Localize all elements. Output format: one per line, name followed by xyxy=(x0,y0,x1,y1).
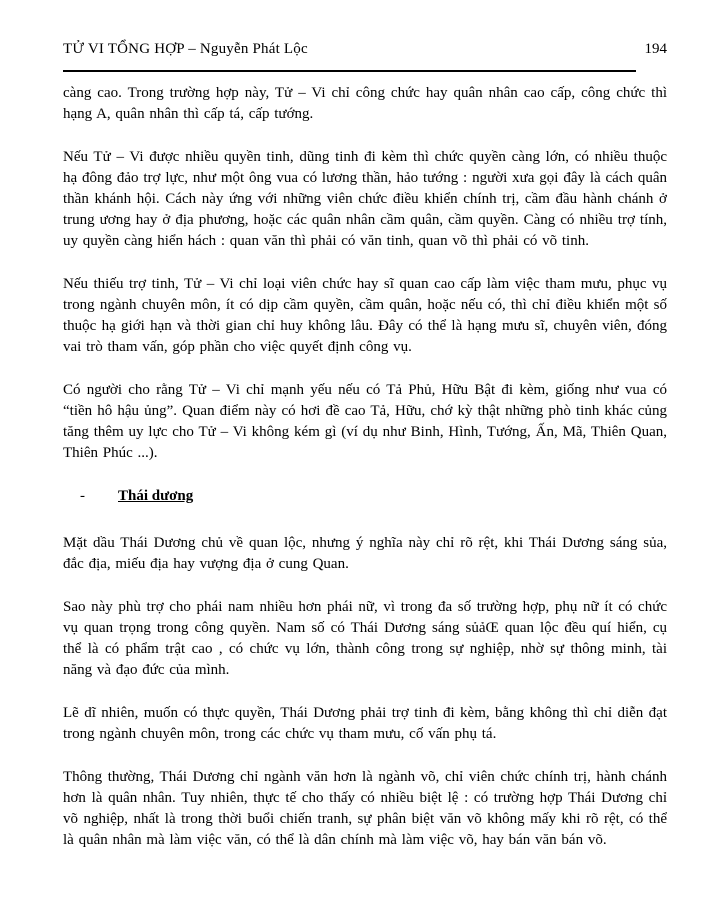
paragraph-thai-duong-thuc-quyen: Lẽ dĩ nhiên, muốn có thực quyền, Thái Dương phải trợ tinh đi kèm, bằng không thì chỉ diễn đạt trong ngành chuyên môn, trong các chức vụ tham mưu, cố vấn phụ tá. xyxy=(63,705,667,742)
page-header xyxy=(63,40,667,59)
paragraph-continuation-tu-vi-rank: càng cao. Trong trường hợp này, Tử – Vi chỉ công chức hay quân nhân cao cấp, công chức thì hạng A, quân nhân thì cấp tá, cấp tướng. xyxy=(63,85,667,122)
heading-bullet-dash: - xyxy=(80,488,85,504)
paragraph-tu-vi-quyen-tinh: Nếu Tử – Vi được nhiều quyền tinh, dũng tinh đi kèm thì chức quyền càng lớn, có nhiều thuộc hạ đông đảo trợ lực, như một ông vua có lương thần, hảo tướng : người xưa gọi đây là cách quân thần khánh hội. Cách này ứng với những viên chức điều khiển chính trị, cầm đầu hành chánh ở trung ương hay ở địa phương, hoặc các quân nhân cầm quân, cầm quyền. Càng có nhiều trợ tính, uy quyền càng hiển hách : quan văn thì phải có văn tinh, quan võ thì phải có võ tinh. xyxy=(63,149,667,249)
heading-label: Thái dương xyxy=(118,488,194,504)
page-number: 194 xyxy=(644,41,667,57)
paragraph-thai-duong-phai-nam: Sao này phù trợ cho phái nam nhiều hơn phái nữ, vì trong đa số trường hợp, phụ nữ ít có chức vụ quan trọng trong công quyền. Nam số có Thái Dương sáng sủảŒ quan lộc đều quí hiển, cụ thể là có phẩm trật cao , có chức vụ lớn, thành công trong sự nghiệp, nhờ sự thông minh, tài năng và đạo đức của mình. xyxy=(63,599,667,678)
section-heading-thai-duong xyxy=(63,486,667,507)
book-title-header: TỬ VI TỔNG HỢP – Nguyễn Phát Lộc xyxy=(63,41,308,57)
paragraph-tu-vi-thieu-tro-tinh: Nếu thiếu trợ tinh, Tử – Vi chỉ loại viên chức hay sĩ quan cao cấp làm việc tham mưu, phục vụ trong ngành chuyên môn, ít có dịp cầm quyền, cầm quân, hoặc nếu có, thì chỉ điều khiển một số thuộc hạ giới hạn và thời gian chỉ huy không lâu. Đây có thể là hạng mưu sĩ, chuyên viên, đóng vai trò tham vấn, góp phần cho việc quyết định công vụ. xyxy=(63,276,667,355)
paragraph-thai-duong-van-vo: Thông thường, Thái Dương chỉ ngành văn hơn là ngành võ, chỉ viên chức chính trị, hành chánh hơn là quân nhân. Tuy nhiên, thực tế cho thấy có nhiều biệt lệ : có trường hợp Thái Dương chỉ võ nghiệp, nhất là trong thời buổi chiến tranh, sự phân biệt văn võ không mấy khi rõ rệt, có thể là quân nhân mà làm việc văn, có thể là dân chính mà làm việc võ, hay bán văn bán võ. xyxy=(63,769,667,848)
header-divider-rule xyxy=(63,70,636,72)
paragraph-tu-vi-ta-phu-huu-bat: Có người cho rằng Tử – Vi chỉ mạnh yếu nếu có Tả Phủ, Hữu Bật đi kèm, giống như vua có “tiền hô hậu ủng”. Quan điểm này có hơi đề cao Tả, Hữu, chớ kỳ thật những phò tinh khác củng tăng thêm uy lực cho Tử – Vi không kém gì (ví dụ như Binh, Hình, Tướng, Ấn, Mã, Thiên Quan, Thiên Phúc ...). xyxy=(63,382,667,461)
paragraph-thai-duong-quan-loc: Mặt dầu Thái Dương chủ về quan lộc, nhưng ý nghĩa này chỉ rõ rệt, khi Thái Dương sáng sủa, đắc địa, miếu địa hay vượng địa ở cung Quan. xyxy=(63,535,667,572)
